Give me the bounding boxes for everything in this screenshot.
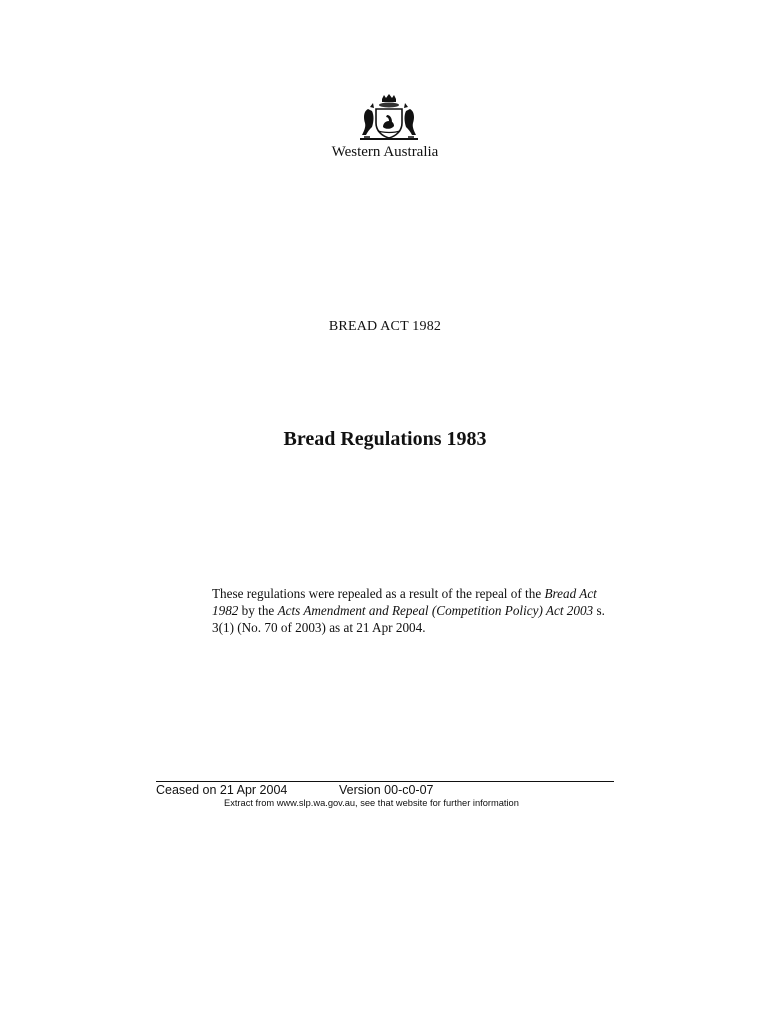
repealing-act-name: Acts Amendment and Repeal (Competition Policy) Act 2003 — [277, 603, 594, 618]
repealed-act-name: Bread Act 1982 — [212, 586, 597, 618]
jurisdiction-label: Western Australia — [331, 144, 439, 160]
coat-of-arms-icon — [356, 93, 422, 143]
repeal-note-text: These regulations were repealed as a result of the repeal of the — [212, 586, 545, 601]
repeal-note-text: s. 3(1) (No. 70 of 2003) as at 21 Apr 2004. — [212, 603, 605, 635]
repeal-note — [212, 585, 612, 636]
version-label: Version 00-c0-07 — [339, 783, 434, 797]
regulation-title: Bread Regulations 1983 — [283, 428, 487, 450]
extract-notice: Extract from www.slp.wa.gov.au, see that website for further information — [224, 798, 519, 808]
repeal-note-text: by the — [238, 603, 278, 618]
ceased-status: Ceased on 21 Apr 2004 — [156, 783, 288, 797]
footer-divider — [156, 781, 614, 782]
act-name: BREAD ACT 1982 — [328, 319, 442, 334]
